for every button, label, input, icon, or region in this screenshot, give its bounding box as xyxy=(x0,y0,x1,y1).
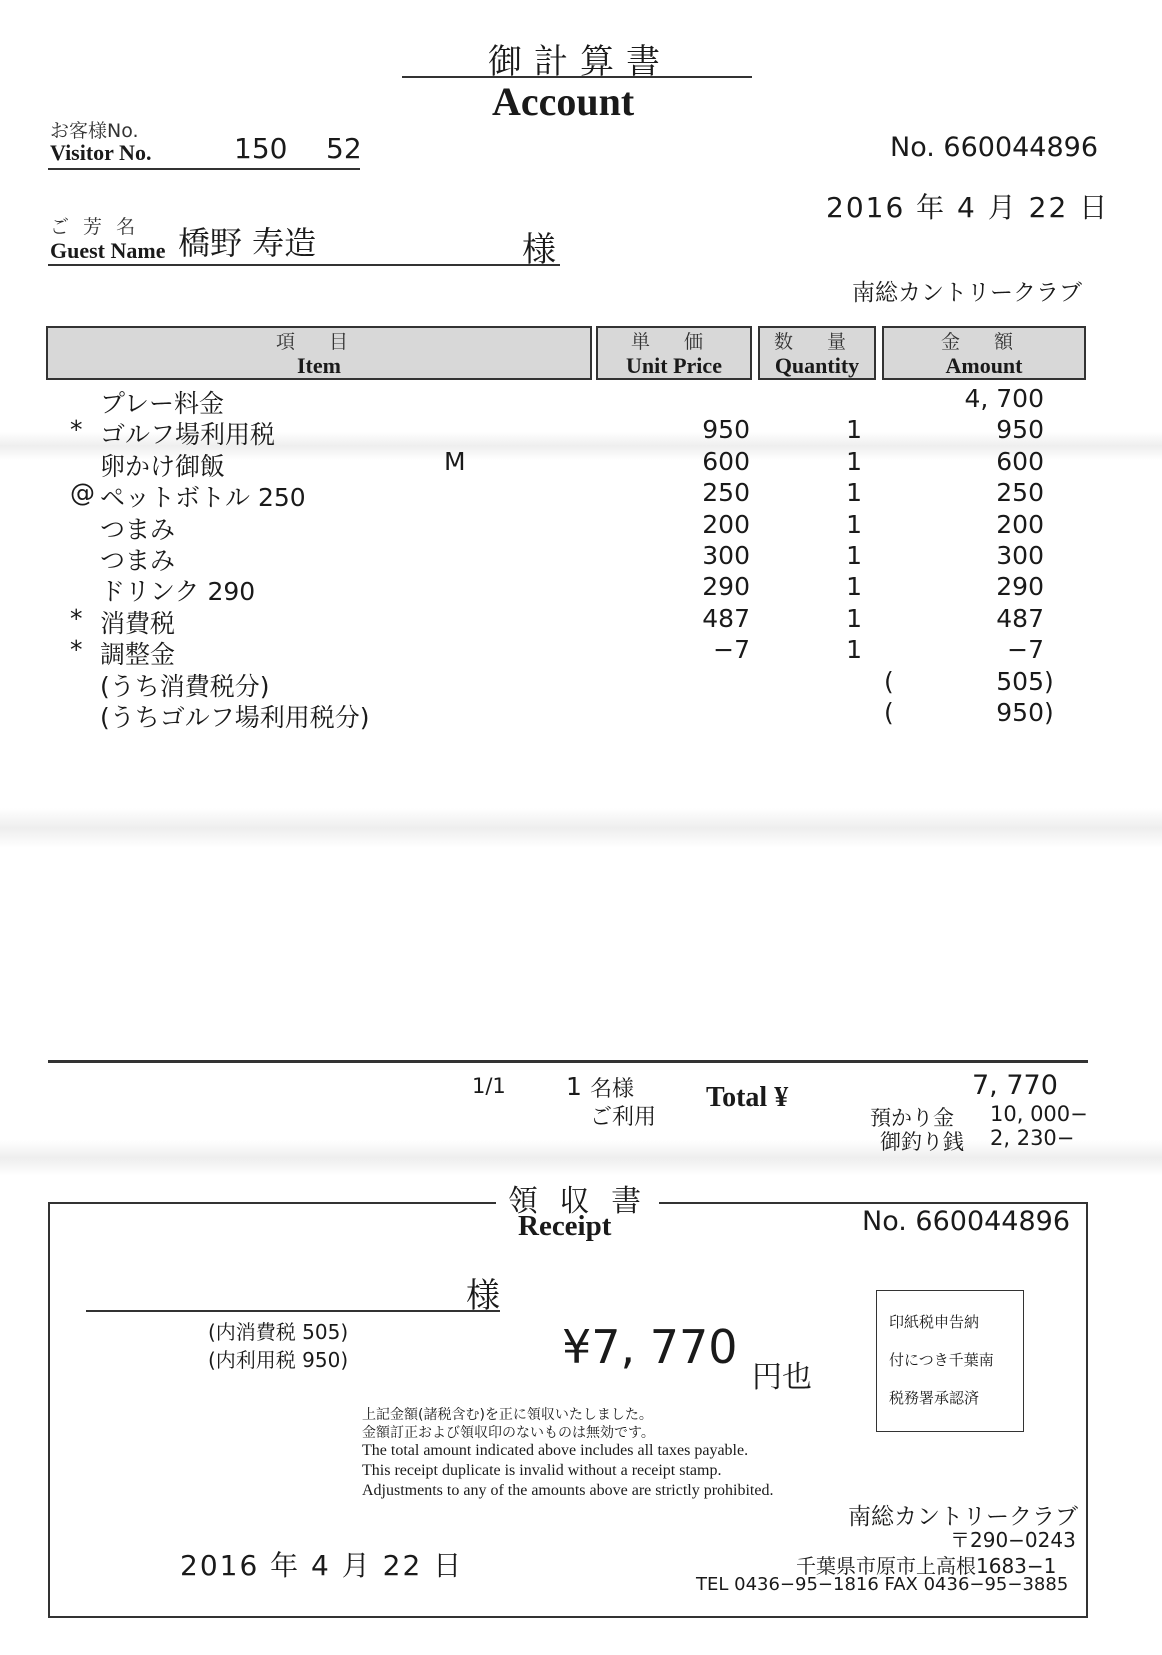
receipt-date: 2016 年 4 月 22 日 xyxy=(180,1549,464,1582)
receipt-title-jp: 領 収 書 xyxy=(496,1176,659,1220)
guest-name: 橋野 寿造 xyxy=(178,224,317,262)
guests-count: 1 xyxy=(566,1072,582,1101)
header-item xyxy=(46,326,592,380)
receipt-name-underline xyxy=(86,1310,500,1312)
header-quantity-en: Quantity xyxy=(774,353,860,378)
header-item-en: Item xyxy=(297,353,341,378)
header-unit-price xyxy=(596,326,752,380)
row-mark: * xyxy=(70,415,83,445)
header-amount-en: Amount xyxy=(945,353,1023,378)
row-item-name: つまみ xyxy=(100,546,176,575)
receipt-note-en-3: Adjustments to any of the amounts above are strictly prohibited. xyxy=(362,1482,774,1499)
row-paren-open: ( xyxy=(884,666,894,696)
row-amount: 950 xyxy=(996,698,1044,727)
receipt-club-name: 南総カントリークラブ xyxy=(848,1504,1078,1530)
visitor-no-2: 52 xyxy=(326,132,362,165)
row-unit-price: 290 xyxy=(702,572,750,602)
receipt-doc-no: No. 660044896 xyxy=(862,1206,1071,1237)
header-amount-jp: 金 額 xyxy=(940,331,1028,353)
table-row xyxy=(0,572,1162,607)
header-unit-price-en: Unit Price xyxy=(626,353,722,378)
total-value: 7, 770 xyxy=(972,1070,1058,1101)
row-unit-price: 487 xyxy=(702,603,750,633)
row-quantity: 1 xyxy=(846,415,862,445)
row-item-name: ゴルフ場利用税 xyxy=(100,420,276,450)
change-value: 2, 230− xyxy=(990,1126,1075,1150)
receipt-title-en: Receipt xyxy=(518,1210,612,1242)
guest-label-jp: ご 芳 名 xyxy=(50,216,140,238)
row-unit-price: 950 xyxy=(702,415,750,445)
visitor-label-jp: お客様No. xyxy=(50,120,139,142)
row-quantity: 1 xyxy=(846,446,862,476)
row-mark: @ xyxy=(70,478,95,508)
page-indicator: 1/1 xyxy=(472,1074,506,1098)
receipt-note-jp-2: 金額訂正および領収印のないものは無効です。 xyxy=(362,1425,655,1441)
stamp-line-2: 付につき千葉南 xyxy=(889,1351,994,1369)
row-amount: 505 xyxy=(996,666,1044,696)
row-amount: 200 xyxy=(996,509,1044,539)
row-unit-price: 200 xyxy=(702,509,750,539)
row-quantity: 1 xyxy=(846,509,862,539)
row-item-sub: M xyxy=(444,446,466,476)
deposit-value: 10, 000− xyxy=(990,1102,1088,1126)
row-unit-price: 600 xyxy=(702,446,750,476)
row-item-name: 調整金 xyxy=(100,640,176,670)
visitor-no-1: 150 xyxy=(234,132,288,165)
table-row xyxy=(0,509,1162,544)
header-unit-price-jp: 単 価 xyxy=(630,331,718,353)
row-amount: 487 xyxy=(996,603,1044,633)
row-quantity: 1 xyxy=(846,635,862,665)
receipt-address: 千葉県市原市上高根1683−1 xyxy=(796,1554,1057,1578)
table-row xyxy=(0,698,1162,732)
table-row xyxy=(0,478,1162,513)
revenue-stamp xyxy=(876,1290,1024,1432)
row-item-name: つまみ xyxy=(100,514,176,544)
row-item-name: (うちゴルフ場利用税分) xyxy=(100,703,370,732)
row-paren-close: ) xyxy=(1044,698,1054,727)
table-row xyxy=(0,666,1162,701)
row-item-name: ドリンク 290 xyxy=(100,577,256,607)
row-quantity: 1 xyxy=(846,572,862,602)
table-row xyxy=(0,603,1162,638)
row-amount: 300 xyxy=(996,541,1044,570)
receipt-note-jp-1: 上記金額(諸税含む)を正に領収いたしました。 xyxy=(362,1407,653,1423)
row-mark: * xyxy=(70,635,83,665)
table-row xyxy=(0,415,1162,450)
receipt-note-en-1: The total amount indicated above includes all taxes payable. xyxy=(362,1442,749,1459)
row-amount: −7 xyxy=(1007,635,1044,665)
row-amount: 250 xyxy=(996,478,1044,508)
table-row xyxy=(0,446,1162,481)
row-item-name: ペットボトル 250 xyxy=(100,483,306,513)
row-item-name: 消費税 xyxy=(100,608,176,638)
header-quantity xyxy=(758,326,876,380)
row-unit-price: −7 xyxy=(713,635,750,665)
row-amount: 950 xyxy=(996,415,1044,445)
row-unit-price: 300 xyxy=(702,541,750,570)
row-item-name: (うち消費税分) xyxy=(100,671,270,701)
receipt-postal: 〒290−0243 xyxy=(950,1528,1076,1552)
guest-underline xyxy=(48,264,560,266)
guest-label-en: Guest Name xyxy=(50,238,166,263)
account-date: 2016 年 4 月 22 日 xyxy=(826,191,1110,224)
total-label: Total ¥ xyxy=(706,1082,789,1113)
header-quantity-jp: 数 量 xyxy=(773,331,861,353)
visitor-underline xyxy=(48,168,360,170)
receipt-amount-suffix: 円也 xyxy=(752,1360,812,1395)
guests-label-2: ご利用 xyxy=(590,1105,657,1130)
account-doc-no: No. 660044896 xyxy=(890,132,1099,163)
table-row xyxy=(0,635,1162,670)
receipt-tel-fax: TEL 0436−95−1816 FAX 0436−95−3885 xyxy=(696,1574,1069,1595)
receipt-honorific: 様 xyxy=(466,1276,500,1316)
visitor-label-en: Visitor No. xyxy=(50,140,152,165)
row-mark: * xyxy=(70,603,83,633)
account-title-jp: 御計算書 xyxy=(488,42,672,82)
guests-label-1: 名様 xyxy=(590,1077,635,1102)
receipt-tax-usage: (内利用税 950) xyxy=(208,1348,349,1372)
row-quantity: 1 xyxy=(846,478,862,508)
stamp-line-1: 印紙税申告納 xyxy=(889,1313,980,1331)
change-label: 御釣り銭 xyxy=(880,1130,964,1154)
header-item-jp: 項 目 xyxy=(275,331,363,353)
row-item-name: 卵かけ御飯 xyxy=(100,451,226,481)
receipt-amount: ¥7, 770 xyxy=(562,1320,738,1374)
row-unit-price: 250 xyxy=(702,478,750,508)
deposit-label: 預かり金 xyxy=(870,1106,954,1130)
row-paren-open: ( xyxy=(884,698,894,727)
table-row xyxy=(0,384,1162,418)
row-quantity: 1 xyxy=(846,603,862,633)
row-amount: 4, 700 xyxy=(964,384,1044,413)
receipt-note-en-2: This receipt duplicate is invalid without a receipt stamp. xyxy=(362,1462,722,1479)
stamp-line-3: 税務署承認済 xyxy=(889,1389,980,1407)
row-item-name: プレー料金 xyxy=(100,389,225,418)
row-amount: 290 xyxy=(996,572,1044,602)
row-amount: 600 xyxy=(996,446,1044,476)
row-paren-close: ) xyxy=(1044,666,1054,696)
totals-rule xyxy=(48,1060,1088,1063)
receipt-tax-consumption: (内消費税 505) xyxy=(208,1320,349,1344)
header-amount xyxy=(882,326,1086,380)
table-row xyxy=(0,541,1162,575)
guest-honorific: 様 xyxy=(522,230,556,270)
row-quantity: 1 xyxy=(846,541,862,570)
account-club-name: 南総カントリークラブ xyxy=(852,280,1082,306)
account-title-en: Account xyxy=(492,79,635,124)
